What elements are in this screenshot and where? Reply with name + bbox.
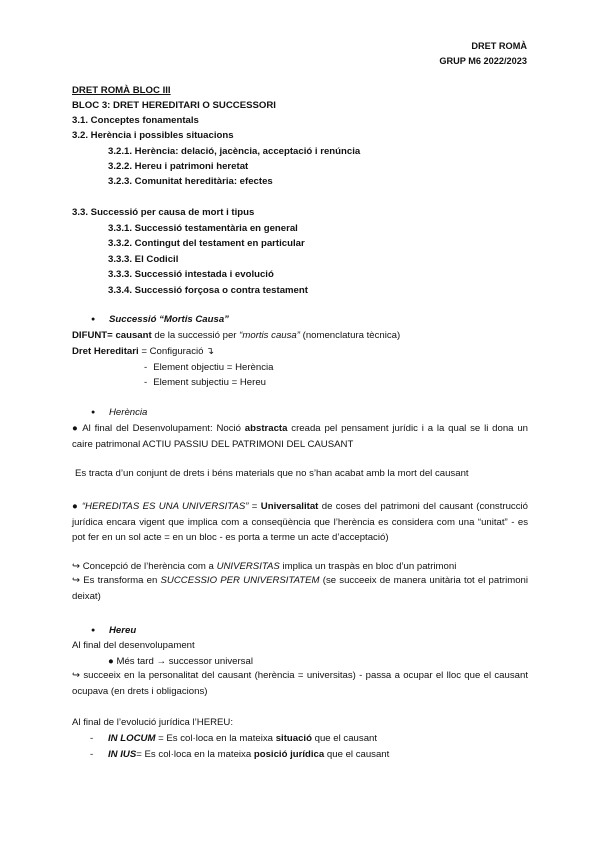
dret-hereditari-term: Dret Hereditari xyxy=(72,346,139,357)
p3-end: de coses del patrimoni del causant (construcció jurídica encara vigent que implica com a conseqüència que l’herència es considera com una “unitat” - es pot fer en un sol acte = en un bloc - es porta a terme un acte d’acceptació) xyxy=(72,501,528,543)
difunt-italic: “mortis causa” xyxy=(239,330,300,341)
herencia-paragraph-5 xyxy=(72,573,528,604)
p5-italic: SUCCESSIO PER UNIVERSITATEM xyxy=(160,575,320,586)
hereu-definition-in-locum xyxy=(90,733,377,745)
difunt-term: DIFUNT= causant xyxy=(72,330,152,341)
outline-subitem: 3.2.2. Hereu i patrimoni heretat xyxy=(108,161,249,172)
p4-end: implica un traspàs en bloc d’un patrimoni xyxy=(279,561,457,572)
hereu-line-1: Al final del desenvolupament xyxy=(72,640,195,651)
dret-hereditari-text: = Configuració ↴ xyxy=(138,346,215,357)
outline-subitem: 3.3.4. Successió forçosa o contra testament xyxy=(108,285,308,296)
outline-subitem: 3.2.1. Herència: delació, jacència, acceptació i renúncia xyxy=(108,146,361,157)
in-locum-text: = Es col·loca en la mateixa xyxy=(155,733,276,744)
in-ius-bold: posició jurídica xyxy=(253,749,325,760)
dret-hereditari-line xyxy=(72,346,214,358)
element-line xyxy=(144,377,266,389)
dash-marker: - xyxy=(90,733,94,744)
section-heading-mortis-causa: ● Successió “Mortis Causa” xyxy=(109,314,229,326)
outline-item: 3.2. Herència i possibles situacions xyxy=(72,130,234,141)
in-locum-end: que el causant xyxy=(311,733,378,744)
difunt-end: (nomenclatura tècnica) xyxy=(299,330,401,341)
herencia-paragraph-2: Es tracta d’un conjunt de drets i béns materials que no s’han acabat amb la mort del causant xyxy=(75,468,469,479)
in-ius-term: IN IUS xyxy=(108,749,137,760)
document-subtitle: BLOC 3: DRET HEREDITARI O SUCCESSORI xyxy=(72,100,276,111)
outline-item: 3.3. Successió per causa de mort i tipus xyxy=(72,207,255,218)
dash-marker: - xyxy=(144,362,148,373)
outline-subitem: 3.3.3. El Codicil xyxy=(108,254,179,265)
outline-item: 3.1. Conceptes fonamentals xyxy=(72,115,199,126)
in-locum-term: IN LOCUM xyxy=(108,733,156,744)
p3-italic: “HEREDITAS ES UNA UNIVERSITAS” xyxy=(81,501,249,512)
section-heading-herencia: ● Herència xyxy=(109,407,147,419)
difunt-line xyxy=(72,330,400,342)
p1-end: creada pel pensament jurídic i a la qual se li dona un caire patrimonal ACTIU PASSIU DEL PATRIMONI DEL CAUSANT xyxy=(72,423,528,450)
hereu-line-2: ● Més tard → successor universal xyxy=(108,656,253,667)
element-subjectiu: Element subjectiu = Hereu xyxy=(153,377,266,388)
element-objectiu: Element objectiu = Herència xyxy=(153,362,274,373)
herencia-paragraph-1 xyxy=(72,421,528,452)
dash-marker: - xyxy=(144,377,148,388)
p4-start: ↪ Concepció de l’herència com a xyxy=(72,561,217,572)
p4-italic: UNIVERSITAS xyxy=(216,561,280,572)
herencia-paragraph-3 xyxy=(72,499,528,546)
hereu-line-3: Al final de l’evolució jurídica l’HEREU: xyxy=(72,717,234,728)
herencia-paragraph-4 xyxy=(72,561,456,573)
hereu-paragraph: ↪ succeeix en la personalitat del causant (herència = universitas) - passa a ocupar el lloc que el causant ocupava (en drets i obligacions) xyxy=(72,670,528,697)
p5-start: ↪ Es transforma en xyxy=(72,575,161,586)
element-line xyxy=(144,362,273,374)
header-course: DRET ROMÀ xyxy=(471,41,527,51)
p1-start: ● Al final del Desenvolupament: Noció xyxy=(72,423,245,434)
difunt-text: de la successió per xyxy=(151,330,240,341)
p3-bold: Universalitat xyxy=(260,501,319,512)
in-ius-end: que el causant xyxy=(324,749,390,760)
outline-subitem: 3.3.2. Contingut del testament en particular xyxy=(108,238,305,249)
outline-subitem: 3.2.3. Comunitat hereditària: efectes xyxy=(108,176,273,187)
in-locum-bold: situació xyxy=(275,733,312,744)
section-heading-hereu: ● Hereu xyxy=(109,625,136,637)
p1-bold: abstracta xyxy=(244,423,288,434)
document-title: DRET ROMÀ BLOC III xyxy=(72,85,171,96)
p5-end: (se succeeix de manera unitària tot el patrimoni deixat) xyxy=(72,575,529,602)
hereu-definition-in-ius xyxy=(90,749,389,761)
outline-subitem: 3.3.1. Successió testamentària en general xyxy=(108,223,298,234)
outline-subitem: 3.3.3. Successió intestada i evolució xyxy=(108,269,274,280)
dash-marker: - xyxy=(90,749,94,760)
p3-mid: = xyxy=(248,501,261,512)
p3-start: ● xyxy=(72,501,82,512)
header-group: GRUP M6 2022/2023 xyxy=(439,56,527,66)
in-ius-text: = Es col·loca en la mateixa xyxy=(136,749,254,760)
